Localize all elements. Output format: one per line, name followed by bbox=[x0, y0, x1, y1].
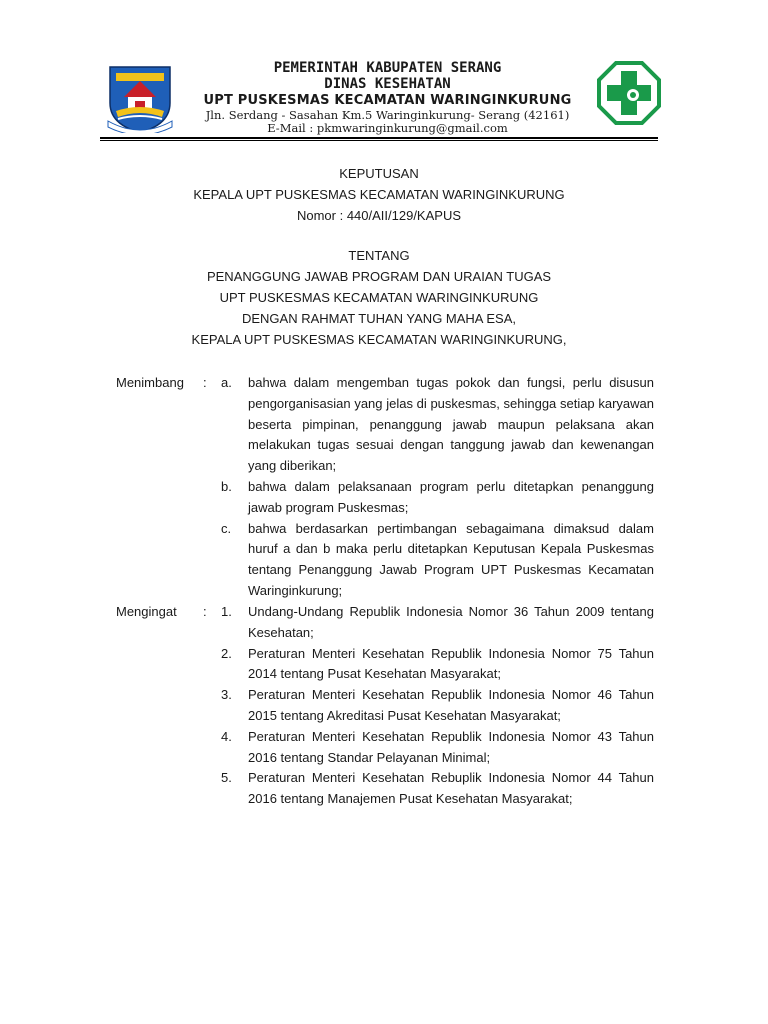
item-marker: 4. bbox=[221, 728, 232, 744]
letterhead-unit: UPT PUSKESMAS KECAMATAN WARINGINKURUNG bbox=[203, 93, 572, 108]
subject-line: DENGAN RAHMAT TUHAN YANG MAHA ESA, bbox=[241, 311, 516, 326]
letterhead-text bbox=[185, 60, 590, 135]
item-text: Undang-Undang Republik Indonesia Nomor 36 Tahun 2009 tentang Kesehatan; bbox=[248, 604, 654, 640]
item-text: Peraturan Menteri Kesehatan Republik Indonesia Nomor 46 Tahun 2015 tentang Akreditasi Pusat Kesehatan Masyarakat; bbox=[248, 687, 654, 723]
serang-regency-emblem-icon bbox=[104, 63, 176, 133]
decree-heading bbox=[100, 163, 658, 226]
list-item bbox=[116, 373, 656, 477]
decree-title: KEPUTUSAN bbox=[339, 166, 419, 181]
item-marker: 3. bbox=[221, 687, 232, 703]
menimbang-section bbox=[116, 373, 656, 602]
list-item bbox=[116, 477, 656, 519]
list-item bbox=[116, 519, 656, 602]
item-text: bahwa dalam mengemban tugas pokok dan fungsi, perlu disusun pengorganisasian yang jelas di puskesmas, sehingga setiap karyawan beserta pimpinan, penanggung jawab maupun pelaksana akan melakukan tugas sesuai dengan tanggung jawab dan kewenangan yang diberikan; bbox=[248, 375, 654, 474]
item-text: Peraturan Menteri Kesehatan Republik Indonesia Nomor 75 Tahun 2014 tentang Pusat Kesehatan Masyarakat; bbox=[248, 645, 654, 682]
subject-line: PENANGGUNG JAWAB PROGRAM DAN URAIAN TUGAS bbox=[206, 269, 552, 284]
mengingat-label: Mengingat bbox=[116, 604, 177, 619]
menimbang-label: Menimbang bbox=[116, 375, 184, 390]
item-text: Peraturan Menteri Kesehatan Rebuplik Indonesia Nomor 44 Tahun 2016 tentang Manajemen Pusat Kesehatan Masyarakat; bbox=[248, 770, 654, 807]
item-marker: a. bbox=[221, 375, 232, 390]
decree-issuer: KEPALA UPT PUSKESMAS KECAMATAN WARINGINKURUNG bbox=[193, 187, 565, 202]
decree-subject bbox=[100, 245, 658, 350]
subject-line: UPT PUSKESMAS KECAMATAN WARINGINKURUNG bbox=[219, 290, 539, 305]
list-item bbox=[116, 685, 656, 727]
menimbang-colon: : bbox=[203, 375, 207, 390]
decree-number: Nomor : 440/AII/129/KAPUS bbox=[296, 208, 462, 223]
item-marker: b. bbox=[221, 478, 232, 494]
letterhead-address: Jln. Serdang - Sasahan Km.5 Waringinkurung- Serang (42161) bbox=[205, 108, 570, 122]
letterhead bbox=[100, 57, 658, 137]
letterhead-email: E-Mail : pkmwaringinkurung@gmail.com bbox=[267, 121, 508, 135]
item-text: Peraturan Menteri Kesehatan Republik Indonesia Nomor 43 Tahun 2016 tentang Standar Pelayanan Minimal; bbox=[248, 728, 654, 765]
item-marker: c. bbox=[221, 520, 232, 536]
list-item bbox=[116, 644, 656, 686]
item-marker: 1. bbox=[221, 604, 232, 619]
letterhead-government: PEMERINTAH KABUPATEN SERANG bbox=[273, 60, 502, 76]
puskesmas-logo-icon bbox=[597, 61, 661, 125]
item-marker: 5. bbox=[221, 770, 232, 786]
letterhead-rule-thick bbox=[100, 137, 658, 139]
subject-line: TENTANG bbox=[348, 248, 410, 263]
list-item bbox=[116, 727, 656, 769]
letterhead-rule-thin bbox=[100, 140, 658, 141]
subject-line: KEPALA UPT PUSKESMAS KECAMATAN WARINGINKURUNG, bbox=[191, 332, 567, 347]
list-item bbox=[116, 602, 656, 644]
letterhead-agency: DINAS KESEHATAN bbox=[324, 76, 451, 92]
item-marker: 2. bbox=[221, 645, 232, 661]
mengingat-section bbox=[116, 602, 656, 810]
item-text: bahwa dalam pelaksanaan program perlu ditetapkan penanggung jawab program Puskesmas; bbox=[248, 478, 654, 515]
item-text: bahwa berdasarkan pertimbangan sebagaimana dimaksud dalam huruf a dan b maka perlu ditetapkan Keputusan Kepala Puskesmas tentang Penanggung Jawab Program UPT Puskesmas Kecamatan Waringinkurung; bbox=[248, 520, 654, 598]
mengingat-colon: : bbox=[203, 604, 207, 619]
list-item bbox=[116, 768, 656, 810]
